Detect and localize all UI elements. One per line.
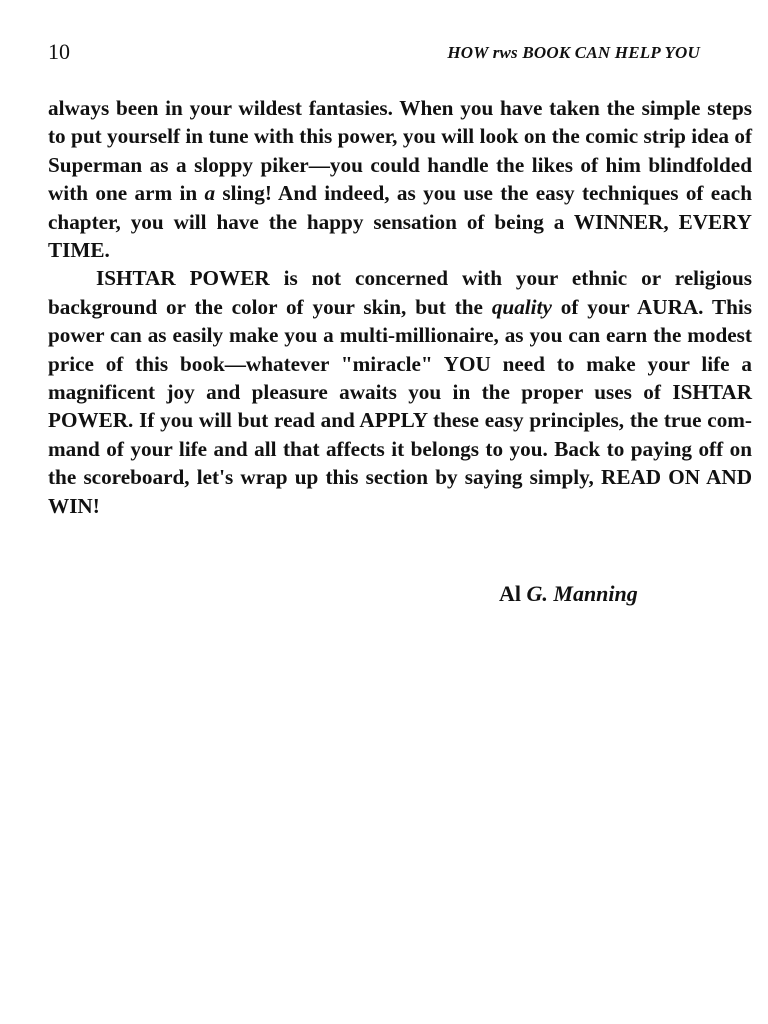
signature-rest: G. Manning [526,581,638,606]
paragraph-2-text-c: of your AURA. This power can as easily make you a multi-millionaire, as you can earn the modest price of this book—whatever "miracle" YOU need to make your life a magnificent joy and pleasure awaits you in the proper uses of ISHTAR POWER. If you will but read and APPLY these easy principles, the true com-mand of your life and all that affects it belongs to you. Back to paying off on the scoreboard, let's wrap up this section by saying simply, READ ON AND WIN! [48,294,752,518]
paragraph-1 [48,94,752,264]
paragraph-2 [48,264,752,520]
page-header [48,38,700,66]
page-number: 10 [48,39,70,64]
author-signature [499,580,638,608]
paragraph-1-italic-word: a [204,181,216,206]
paragraph-2-text-a: ISHTAR POWER is not concerned with your ethnic or religious background or the color of your skin, but the [48,266,752,319]
running-head: HOW rws BOOK CAN HELP YOU [447,43,700,62]
paragraph-1-text-c: sling! And indeed, as you use the easy techniques of each chapter, you will have the happy sensation of being a WINNER, EVERY TIME. [48,181,752,263]
body-text [48,94,752,520]
paragraph-1-text-a: always been in your wildest fantasies. When you have taken the simple steps to put yourself in tune with this power, you will look on the comic strip idea of Superman as a sloppy piker—you could handle the likes of him blindfolded with one arm in [48,96,752,206]
signature-first-name: Al [499,581,521,606]
paragraph-2-italic-word: quality [491,294,552,319]
